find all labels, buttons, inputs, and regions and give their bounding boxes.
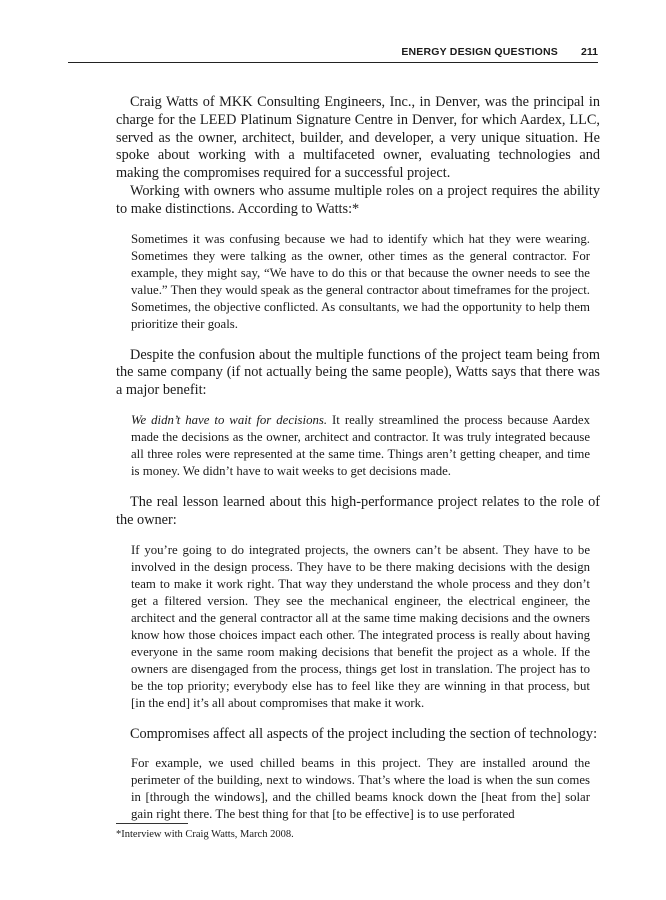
quote-decisions — [131, 412, 590, 480]
paragraph-lesson: The real lesson learned about this high-performance project relates to the role of the owner: — [116, 493, 600, 528]
quote-decisions-rest: It really streamlined the process because Aardex made the decisions as the owner, architect and contractor. It was truly integrated because all three roles were represented at the same time. Things aren’t getting cheaper, and time is money. We didn’t have to wait weeks to get decisions made. — [131, 412, 590, 478]
paragraph-roles: Working with owners who assume multiple roles on a project requires the ability to make distinctions. According to Watts:* — [116, 182, 600, 217]
quote-chilled-beams: For example, we used chilled beams in this project. They are installed around the perimeter of the building, next to windows. That’s where the load is when the sun comes in [through the windows], and the chilled beams knock down the [heat from the] solar gain right there. The best thing for that [to be effective] is to use perforated — [131, 756, 590, 822]
quote-decisions-lead: We didn’t have to wait for decisions. — [131, 412, 328, 427]
running-header — [68, 44, 598, 63]
page-number: 211 — [581, 46, 598, 58]
quote-owners: If you’re going to do integrated projects, the owners can’t be absent. They have to be involved in the design process. They have to be there making decisions with the design team to make it work right. That way they understand the whole process and they don’t get a filtered version. They see the mechanical engineer, the electrical engineer, the architect and the general contractor all at the same time making decisions and the owners know how those choices impact each other. The integrated process is really about having everyone in the same room making decisions that benefit the project as a whole. If the owners are disengaged from the process, things get lost in translation. The project has to be the top priority; everybody else has to feel like they are winning in that process, but [in the end] it’s all about compromises that make it work. — [131, 542, 590, 710]
footnote: *Interview with Craig Watts, March 2008. — [116, 829, 294, 840]
running-header-title: ENERGY DESIGN QUESTIONS — [401, 46, 558, 58]
paragraph-benefit: Despite the confusion about the multiple functions of the project team being from the same company (if not actually being the same people), Watts says that there was a major benefit: — [116, 346, 600, 399]
quote-hats: Sometimes it was confusing because we had to identify which hat they were wearing. Sometimes they were talking as the owner, other times as the general contractor. For example, they might say, “We have to do this or that because the owner needs to see the value.” Then they would speak as the general contractor about timeframes for the project. Sometimes, the objective conflicted. As consultants, we had the opportunity to help them prioritize their goals. — [131, 231, 590, 331]
footnote-divider — [116, 823, 188, 824]
paragraph-intro: Craig Watts of MKK Consulting Engineers, Inc., in Denver, was the principal in charge for the LEED Platinum Signature Centre in Denver, for which Aardex, LLC, served as the owner, architect, builder, and developer, a very unique situation. He spoke about working with a multifaceted owner, evaluating technologies and making the compromises required for a successful project. — [116, 94, 600, 182]
paragraph-compromises: Compromises affect all aspects of the project including the section of technology: — [130, 725, 598, 742]
page-body — [116, 94, 600, 823]
